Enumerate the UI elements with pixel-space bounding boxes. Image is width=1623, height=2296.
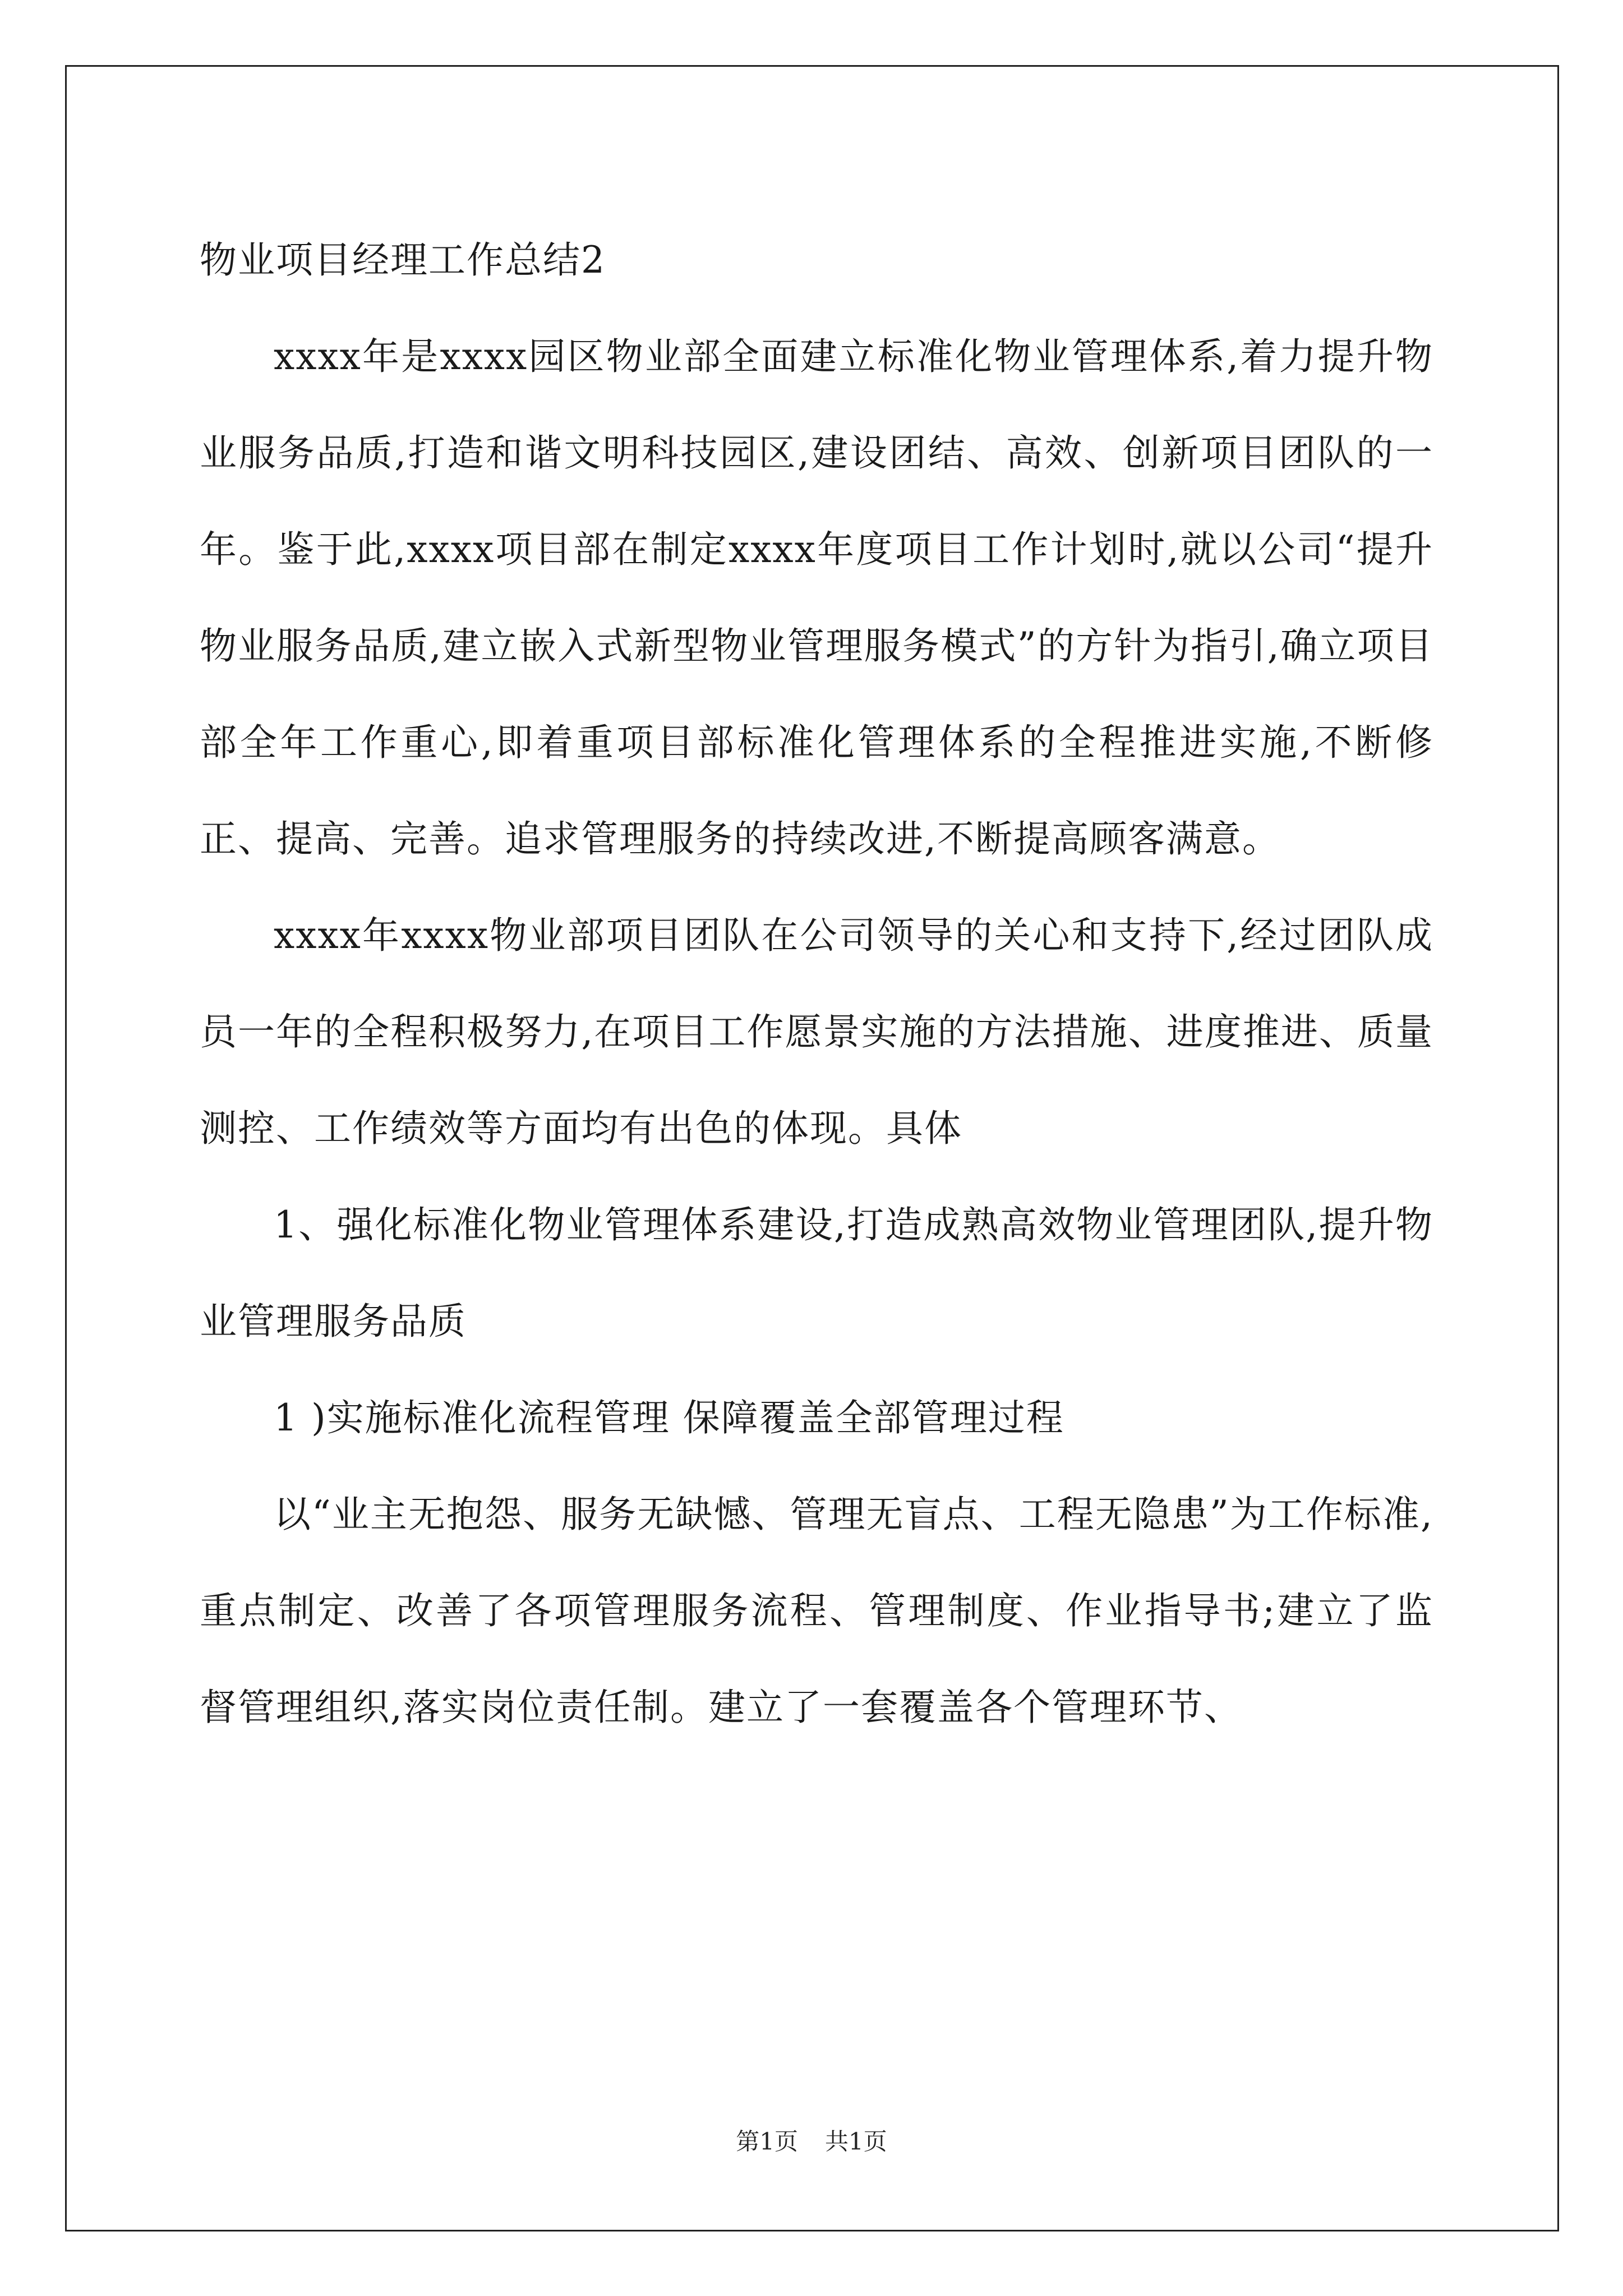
document-body: [200, 212, 1433, 1756]
page-total: 共1页: [825, 2128, 887, 2155]
section-heading: 1、强化标准化物业管理体系建设,打造成熟高效物业管理团队,提升物业管理服务品质: [200, 1203, 1433, 1343]
paragraph: xxxx年是xxxx园区物业部全面建立标准化物业管理体系,着力提升物业服务品质,打造和谐文明科技园区,建设团结、高效、创新项目团队的一年。鉴于此,xxxx项目部在制定xxxx年度项目工作计划时,就以公司“提升物业服务品质,建立嵌入式新型物业管理服务模式”的方针为指引,确立项目部全年工作重心,即着重项目部标准化管理体系的全程推进实施,不断修正、提高、完善。追求管理服务的持续改进,不断提高顾客满意。: [200, 335, 1433, 861]
document-title: 物业项目经理工作总结2: [200, 238, 606, 282]
subsection-heading: 1 )实施标准化流程管理 保障覆盖全部管理过程: [274, 1396, 1064, 1439]
paragraph: 以“业主无抱怨、服务无缺憾、管理无盲点、工程无隐患”为工作标准,重点制定、改善了各项管理服务流程、管理制度、作业指导书;建立了监督管理组织,落实岗位责任制。建立了一套覆盖各个管理环节、: [200, 1493, 1433, 1729]
page-number: 第1页: [736, 2128, 798, 2155]
page-footer: [0, 2123, 1623, 2157]
paragraph: xxxx年xxxx物业部项目团队在公司领导的关心和支持下,经过团队成员一年的全程积极努力,在项目工作愿景实施的方法措施、进度推进、质量测控、工作绩效等方面均有出色的体现。具体: [200, 914, 1433, 1150]
